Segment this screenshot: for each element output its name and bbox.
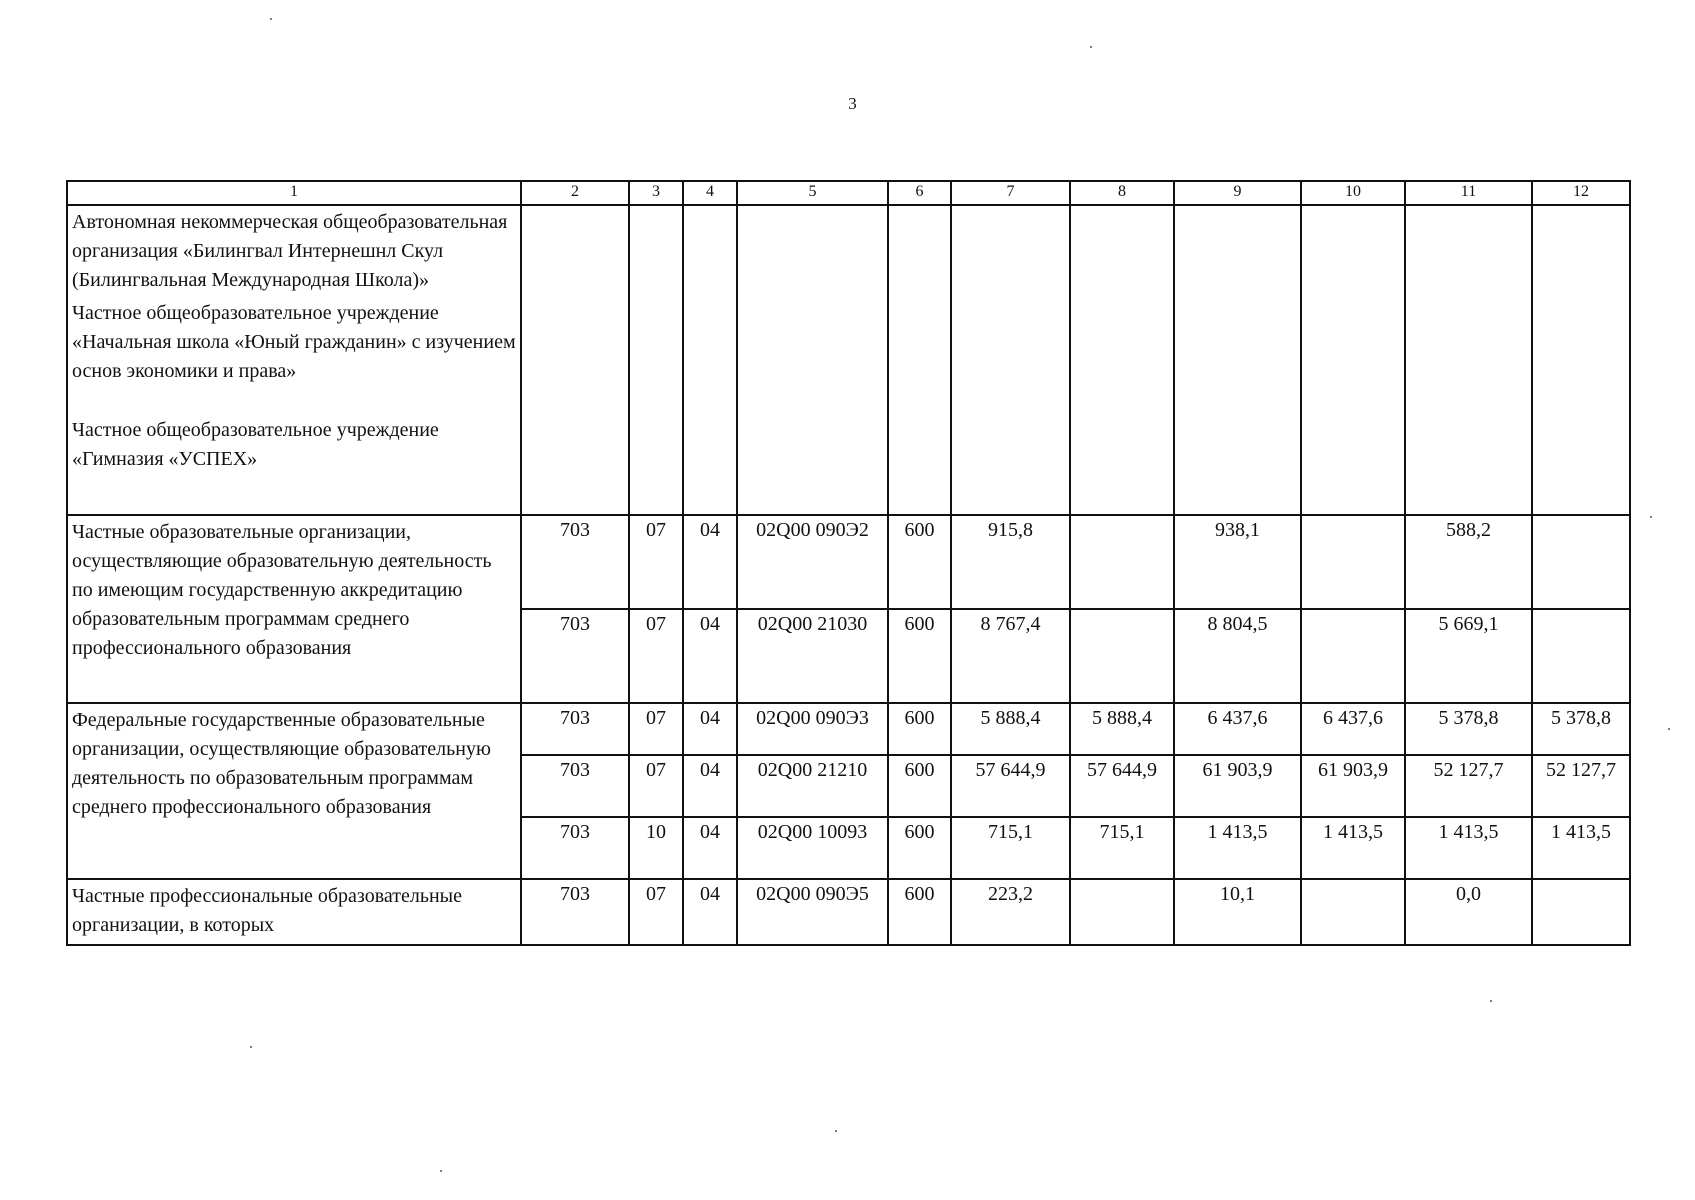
budget-table: [66, 180, 1631, 946]
table-cell: [1532, 205, 1630, 515]
table-cell: 04: [683, 703, 737, 755]
table-cell: [888, 205, 951, 515]
scan-speck: [270, 18, 272, 20]
table-cell: 8 767,4: [951, 609, 1070, 703]
table-cell: 600: [888, 609, 951, 703]
table-cell: 703: [521, 515, 629, 609]
table-cell: 703: [521, 703, 629, 755]
table-cell: 04: [683, 755, 737, 817]
table-cell: [737, 205, 888, 515]
table-cell: 07: [629, 703, 683, 755]
table-row: [67, 205, 1630, 515]
table-cell: 703: [521, 817, 629, 879]
table-cell: 04: [683, 817, 737, 879]
table-cell: 600: [888, 879, 951, 945]
table-cell: 04: [683, 515, 737, 609]
table-cell: 600: [888, 703, 951, 755]
column-header: 10: [1301, 181, 1405, 205]
table-cell: 6 437,6: [1174, 703, 1301, 755]
table-cell: 02Q00 21030: [737, 609, 888, 703]
table-cell: 715,1: [951, 817, 1070, 879]
scan-speck: [440, 1170, 442, 1172]
column-header: 9: [1174, 181, 1301, 205]
column-header: 1: [67, 181, 521, 205]
table-cell: [1301, 609, 1405, 703]
table-row: [67, 879, 1630, 945]
column-number-row: [67, 181, 1630, 205]
organization-name-cell: [67, 205, 521, 515]
table-cell: 5 888,4: [1070, 703, 1174, 755]
table-cell: 703: [521, 879, 629, 945]
table-cell: 02Q00 090Э3: [737, 703, 888, 755]
table-cell: 07: [629, 755, 683, 817]
table-cell: [1301, 879, 1405, 945]
scan-speck: [250, 1046, 252, 1048]
table-cell: 6 437,6: [1301, 703, 1405, 755]
organization-name: Частное общеобразовательное учреждение «Гимназия «УСПЕХ»: [72, 419, 439, 470]
table-cell: [521, 205, 629, 515]
table-cell: 600: [888, 817, 951, 879]
table-cell: [629, 205, 683, 515]
scan-speck: [835, 1130, 837, 1132]
table-row: [67, 515, 1630, 609]
table-cell: 57 644,9: [1070, 755, 1174, 817]
table-cell: 61 903,9: [1174, 755, 1301, 817]
organization-name: Частное общеобразовательное учреждение «Начальная школа «Юный гражданин» с изучением основ экономики и права»: [72, 302, 516, 382]
scan-speck: [1090, 46, 1092, 48]
table-cell: [683, 205, 737, 515]
table-cell: 600: [888, 755, 951, 817]
table-cell: 938,1: [1174, 515, 1301, 609]
table-cell: 1 413,5: [1301, 817, 1405, 879]
table-cell: 10,1: [1174, 879, 1301, 945]
column-header: 7: [951, 181, 1070, 205]
table-cell: 5 378,8: [1405, 703, 1532, 755]
table-cell: 10: [629, 817, 683, 879]
table-cell: 5 378,8: [1532, 703, 1630, 755]
table-cell: 57 644,9: [951, 755, 1070, 817]
table-cell: 1 413,5: [1405, 817, 1532, 879]
group-name-cell: Федеральные государственные образовательные организации, осуществляющие образовательную деятельность по образовательным программам среднего профессионального образования: [67, 703, 521, 879]
table-cell: 588,2: [1405, 515, 1532, 609]
column-header: 5: [737, 181, 888, 205]
column-header: 2: [521, 181, 629, 205]
group-name-cell: Частные профессиональные образовательные организации, в которых: [67, 879, 521, 945]
page-number: 3: [848, 94, 857, 113]
table-cell: [1405, 205, 1532, 515]
table-cell: [1532, 879, 1630, 945]
table-cell: [1070, 205, 1174, 515]
table-cell: 915,8: [951, 515, 1070, 609]
table-cell: 02Q00 090Э2: [737, 515, 888, 609]
column-header: 6: [888, 181, 951, 205]
column-header: 8: [1070, 181, 1174, 205]
column-header: 11: [1405, 181, 1532, 205]
table-cell: 0,0: [1405, 879, 1532, 945]
table-cell: [1070, 879, 1174, 945]
table-cell: [1532, 515, 1630, 609]
table-cell: 1 413,5: [1174, 817, 1301, 879]
table-cell: 02Q00 090Э5: [737, 879, 888, 945]
table-cell: 04: [683, 879, 737, 945]
table-cell: [1070, 609, 1174, 703]
table-cell: 5 888,4: [951, 703, 1070, 755]
table-cell: 223,2: [951, 879, 1070, 945]
table-cell: 715,1: [1070, 817, 1174, 879]
table-cell: [951, 205, 1070, 515]
column-header: 12: [1532, 181, 1630, 205]
table-cell: [1301, 515, 1405, 609]
table-cell: 07: [629, 515, 683, 609]
table-cell: 8 804,5: [1174, 609, 1301, 703]
table-cell: 703: [521, 755, 629, 817]
organization-name: Автономная некоммерческая общеобразовательная организация «Билингвал Интернешнл Скул (Билингвальная Международная Школа)»: [72, 211, 508, 291]
scan-speck: [1668, 728, 1670, 730]
scan-speck: [1650, 516, 1652, 518]
table-cell: 5 669,1: [1405, 609, 1532, 703]
scan-speck: [1490, 1000, 1492, 1002]
table-cell: [1301, 205, 1405, 515]
table-cell: [1532, 609, 1630, 703]
table-row: [67, 703, 1630, 755]
table-cell: 07: [629, 609, 683, 703]
column-header: 3: [629, 181, 683, 205]
table-cell: 52 127,7: [1405, 755, 1532, 817]
table-cell: 1 413,5: [1532, 817, 1630, 879]
table-cell: 61 903,9: [1301, 755, 1405, 817]
table-cell: [1070, 515, 1174, 609]
table-cell: 02Q00 21210: [737, 755, 888, 817]
table-cell: 02Q00 10093: [737, 817, 888, 879]
table-cell: 07: [629, 879, 683, 945]
table-cell: 04: [683, 609, 737, 703]
table-cell: 600: [888, 515, 951, 609]
table-cell: 52 127,7: [1532, 755, 1630, 817]
group-name-cell: Частные образовательные организации, осуществляющие образовательную деятельность по имеющим государственную аккредитацию образовательным программам среднего профессионального образования: [67, 515, 521, 703]
column-header: 4: [683, 181, 737, 205]
table-cell: [1174, 205, 1301, 515]
table-cell: 703: [521, 609, 629, 703]
